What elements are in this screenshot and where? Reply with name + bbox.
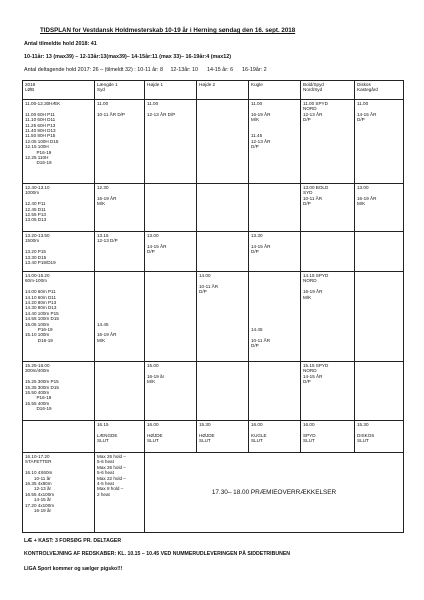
cell — [197, 362, 249, 421]
table-row — [23, 232, 404, 272]
cell — [301, 232, 355, 272]
cell: 11.00 14-15 ÅR D/P — [355, 100, 404, 184]
col-header-long-jump: Længde 1 Syd — [95, 81, 145, 100]
table-row — [23, 100, 404, 184]
relay-row — [23, 453, 404, 533]
cell: 11.00 SPYD NORD 12-13 ÅR D/P — [301, 100, 355, 184]
table-row — [23, 362, 404, 421]
cell: 15.30 DISKOS SLUT — [355, 421, 404, 453]
cell: 14.15 SPYD NORD 16-19 ÅR M/K — [301, 272, 355, 362]
cell: 11.00 10-11 ÅR D/P — [95, 100, 145, 184]
cell: 14.45 16-19 ÅR M/K — [95, 272, 145, 362]
cell: 12.40-13.10 1000m 12.40 P11 12.45 D11 12.55 P13 13.05 D13 — [23, 184, 95, 232]
cell — [145, 272, 197, 362]
cell: 13.00 14-15 ÅR D/P — [145, 232, 197, 272]
cell — [249, 184, 301, 232]
cell: 13.15 12-13 D/P — [95, 232, 145, 272]
cell: 16.00 KUGLE SLUT — [249, 421, 301, 453]
cell — [355, 232, 404, 272]
schedule-table — [22, 80, 404, 533]
col-header-run: 2018 LØB — [23, 81, 95, 100]
cell: 13.20-13.50 1500m 13.20 P15 13.30 D15 13.40 P19/D19 — [23, 232, 95, 272]
table-row — [23, 421, 404, 453]
col-header-shot-put: Kugle — [249, 81, 301, 100]
cell: 16.15 LÆNGDE SLUT — [95, 421, 145, 453]
registered-teams: Antal tilmeldte hold 2018: 41 — [24, 41, 97, 47]
cell — [197, 232, 249, 272]
col-header-ball-javelin: Bold/Spyd Nord/Syd — [301, 81, 355, 100]
header-row — [23, 81, 404, 100]
cell: 15.25-16.00 300m/400m 15.25 300m P15 15.35 300m D15 15.50 400m P16-19 15.55 400m D16-19 — [23, 362, 95, 421]
cell: 16.00 SPYD SLUT — [301, 421, 355, 453]
liga-sport-note: LIGA Sport kommer og sælger pigsko!!! — [24, 566, 123, 572]
cell: 11.00 12-13 ÅR D/P — [145, 100, 197, 184]
cell: 14.45 10-11 ÅR D/P — [249, 272, 301, 362]
cell: 13.00 16-19 ÅR M/K — [355, 184, 404, 232]
cell — [197, 100, 249, 184]
class-breakdown: 10-11år: 13 (max39) – 12-13år:13(max39)– 14-15år:11 (max 33)– 16-19år:4 (max12) — [24, 54, 232, 60]
cell — [355, 272, 404, 362]
cell — [197, 184, 249, 232]
cell: 13.30 14-15 ÅR D/P — [249, 232, 301, 272]
cell: 13.00 BOLD SYD 10-11 ÅR D/P — [301, 184, 355, 232]
cell: 12.30 16-19 ÅR M/K — [95, 184, 145, 232]
attempts-note: LÆ + KAST: 3 FORSØG PR. DELTAGER — [24, 538, 122, 544]
participants-2017: Antal deltagende hold 2017: 26 – (tilmeldt 32) : 10-11 år: 8 12-13år: 10 14-15 år: 6 16-19år: 2 — [24, 67, 267, 73]
col-header-discus: Diskos Kastegård — [355, 81, 404, 100]
cell: 11.00 16-19 ÅR M/K 11.45 12-13 ÅR D/P — [249, 100, 301, 184]
cell: 15.15 SPYD NORD 14-15 ÅR D/P — [301, 362, 355, 421]
cell: 16.00 HØJDE SLUT — [145, 421, 197, 453]
cell — [355, 362, 404, 421]
cell — [95, 362, 145, 421]
cell — [23, 421, 95, 453]
cell — [249, 362, 301, 421]
col-header-high-jump-2: Højde 2 — [197, 81, 249, 100]
cell: 11.00-12.30HÆK 11.00 60H P11 11.10 60H D11 11.25 60H P13 11.40 80H D13 11.50 80H P15 12.05 100H D15 12.15 100H P16-19 12.25 110H D16-19 — [23, 100, 95, 184]
heats-cell: Max 26 hold – 5-6 heat Max 26 hold – 5-6 heat Max 22 hold – 4-5 heat Max 8 hold – 2 heat — [95, 453, 145, 533]
cell: 15.00 16-19 år M/K — [145, 362, 197, 421]
relay-cell: 16.10-17.20 STAFETTER 16.10 4X60m 10-11 år 16.35 4x80m 12-13 år 16.55 4x100m 14-15 år 17.20 4x100m 16-19 år — [23, 453, 95, 533]
equipment-control-note: KONTROLVEJNING AF REDSKABER: KL. 10.15 – 10.45 VED NUMMERUDLEVERINGEN PÅ SIDDETRIBUNEN — [24, 551, 291, 557]
col-header-high-jump-1: Højde 1 — [145, 81, 197, 100]
award-ceremony: 17.30– 18.00 PRÆMIEOVERRÆKKELSER — [145, 453, 404, 533]
table-row — [23, 272, 404, 362]
cell: 14.00-15.20 60m-100m 14.00 60m P11 14.10 60m D11 14.20 80m P13 14.30 80m D13 14.40 100m P15 14.55 100m D15 15.05 100m P16-19 15.10 100m D16-19 — [23, 272, 95, 362]
cell — [145, 184, 197, 232]
cell: 15.30 HØJDE SLUT — [197, 421, 249, 453]
cell: 14.00 10-11 ÅR D/P — [197, 272, 249, 362]
document-title: TIDSPLAN for Vestdansk Holdmesterskab 10-19 år i Herning søndag den 16. sept. 2018 — [40, 27, 296, 34]
table-row — [23, 184, 404, 232]
